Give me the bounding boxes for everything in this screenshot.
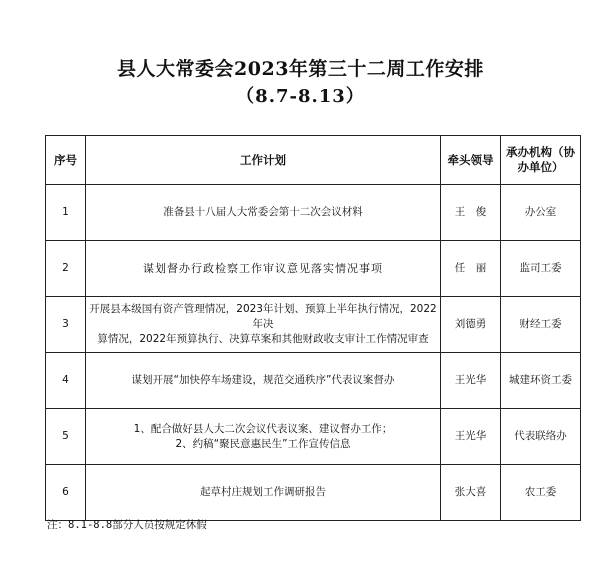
row-unit: 农工委 (501, 465, 581, 521)
plan-line: 开展县本级国有资产管理情况，2023年计划、预算上半年执行情况，2022年决 (89, 303, 437, 330)
document-date-range: （8.7-8.13） (236, 86, 365, 107)
row-plan (86, 241, 441, 297)
table-row (46, 185, 581, 241)
row-lead: 张大喜 (441, 465, 501, 521)
row-lead: 王光华 (441, 353, 501, 409)
plan-line: 2、约稿“聚民意惠民生”工作宣传信息 (175, 437, 351, 450)
row-plan (86, 353, 441, 409)
table-row (46, 465, 581, 521)
row-lead: 任 丽 (441, 241, 501, 297)
row-unit: 代表联络办 (501, 409, 581, 465)
row-index: 1 (46, 185, 86, 241)
plan-line: 准备县十八届人大常委会第十二次会议材料 (163, 206, 363, 218)
table-row (46, 409, 581, 465)
header-lead: 牵头领导 (441, 136, 501, 185)
header-unit: 承办机构（协办单位） (501, 136, 581, 185)
row-unit: 监司工委 (501, 241, 581, 297)
row-lead: 刘德勇 (441, 297, 501, 353)
plan-line: 算情况，2022年预算执行、决算草案和其他财政收支审计工作情况审查 (97, 333, 429, 345)
document-title: 县人大常委会2023年第三十二周工作安排 (117, 58, 484, 80)
table-header-row (46, 136, 581, 185)
row-plan (86, 409, 441, 465)
table-row (46, 353, 581, 409)
table-row (46, 297, 581, 353)
row-unit: 办公室 (501, 185, 581, 241)
header-plan: 工作计划 (86, 136, 441, 185)
row-unit: 城建环资工委 (501, 353, 581, 409)
footnote: 注：8.1-8.8部分人员按规定休假 (47, 519, 207, 531)
row-index: 2 (46, 241, 86, 297)
row-plan (86, 465, 441, 521)
plan-line: 1、配合做好县人大二次会议代表议案、建议督办工作； (133, 422, 393, 435)
row-index: 6 (46, 465, 86, 521)
row-index: 5 (46, 409, 86, 465)
header-index: 序号 (46, 136, 86, 185)
row-index: 4 (46, 353, 86, 409)
work-schedule-table (45, 135, 581, 521)
plan-line: 起草村庄规划工作调研报告 (200, 486, 326, 498)
row-index: 3 (46, 297, 86, 353)
row-plan (86, 297, 441, 353)
table-row (46, 241, 581, 297)
plan-line: 谋划督办行政检察工作审议意见落实情况事项 (143, 262, 383, 275)
row-unit: 财经工委 (501, 297, 581, 353)
row-lead: 王 俊 (441, 185, 501, 241)
row-plan (86, 185, 441, 241)
row-lead: 王光华 (441, 409, 501, 465)
plan-line: 谋划开展“加快停车场建设，规范交通秩序”代表议案督办 (131, 374, 395, 386)
